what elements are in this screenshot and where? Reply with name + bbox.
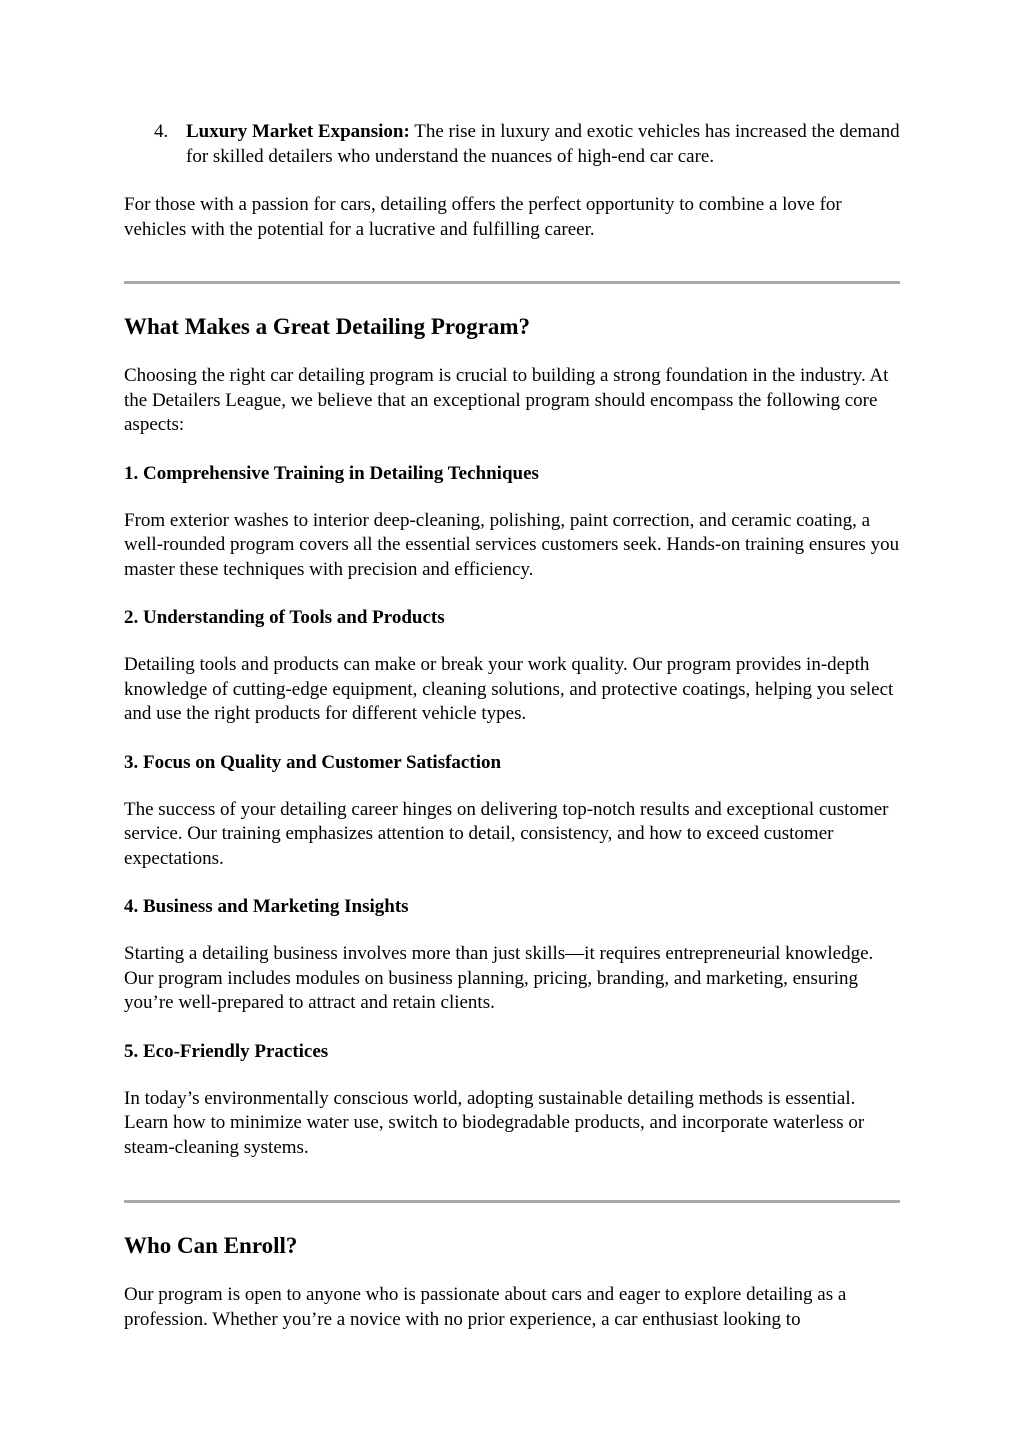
list-item-label: Luxury Market Expansion: xyxy=(186,121,410,142)
intro-closing-paragraph: For those with a passion for cars, detailing offers the perfect opportunity to combine a love for vehicles with the potential for a lucrative and fulfilling career. xyxy=(124,194,842,240)
aspect-paragraph: The success of your detailing career hinges on delivering top-notch results and exceptional customer service. Our training emphasizes attention to detail, consistency, and how to exceed customer expectations. xyxy=(124,798,889,869)
aspect-heading: 1. Comprehensive Training in Detailing Techniques xyxy=(124,462,539,484)
list-item-text: The rise in luxury and exotic vehicles has increased the demand for skilled detailers who understand the nuances of high-end car care. xyxy=(186,121,900,167)
aspect-heading: 5. Eco-Friendly Practices xyxy=(124,1040,329,1062)
aspect-paragraph: In today’s environmentally conscious world, adopting sustainable detailing methods is essential. Learn how to minimize water use, switch to biodegradable products, and incorporate waterless or steam-cleaning systems. xyxy=(124,1087,865,1158)
aspect-heading: 2. Understanding of Tools and Products xyxy=(124,607,445,628)
aspect-paragraph: Detailing tools and products can make or break your work quality. Our program provides in-depth knowledge of cutting-edge equipment, cleaning solutions, and protective coatings, helping you select and use the right products for different vehicle types. xyxy=(124,654,894,724)
aspect-paragraph: From exterior washes to interior deep-cleaning, polishing, paint correction, and ceramic coating, a well-rounded program covers all the essential services customers seek. Hands-on training ensures you master these techniques with precision and efficiency. xyxy=(124,509,900,580)
section-divider xyxy=(124,281,900,284)
section-divider xyxy=(124,1200,900,1203)
section-title-enroll: Who Can Enroll? xyxy=(124,1233,298,1258)
aspect-paragraph: Starting a detailing business involves more than just skills—it requires entrepreneurial knowledge. Our program includes modules on business planning, pricing, branding, and marketing, ensuring you’re well-prepared to attract and retain clients. xyxy=(124,943,874,1013)
list-item xyxy=(124,120,900,169)
enroll-paragraph: Our program is open to anyone who is passionate about cars and eager to explore detailing as a profession. Whether you’re a novice with no prior experience, a car enthusiast looking to xyxy=(124,1284,847,1330)
section-title-program: What Makes a Great Detailing Program? xyxy=(124,314,531,339)
intro-list xyxy=(124,120,900,169)
list-item-number: 4. xyxy=(154,121,169,142)
aspect-heading: 4. Business and Marketing Insights xyxy=(124,896,409,917)
program-lead-paragraph: Choosing the right car detailing program is crucial to building a strong foundation in the industry. At the Detailers League, we believe that an exceptional program should encompass the following core aspects: xyxy=(124,365,889,435)
aspect-heading: 3. Focus on Quality and Customer Satisfaction xyxy=(124,751,502,773)
document-page xyxy=(124,120,900,1332)
